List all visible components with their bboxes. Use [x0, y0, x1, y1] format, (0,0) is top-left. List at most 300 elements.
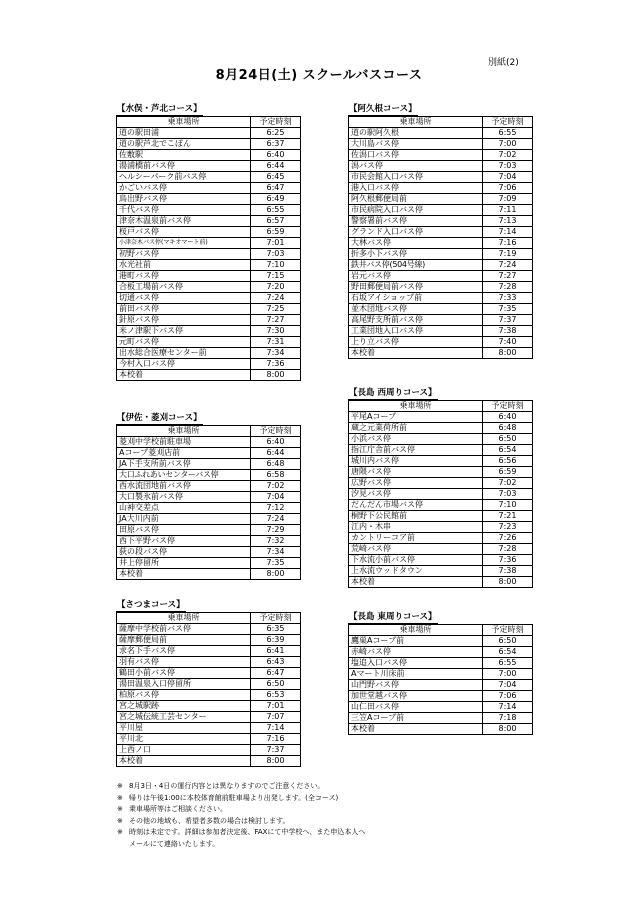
table-row — [117, 194, 301, 205]
stop-name: 薩摩郵便局前 — [117, 635, 251, 646]
stop-time: 8:00 — [483, 577, 533, 588]
table-row — [349, 423, 533, 434]
stop-name: 佐敷駅 — [117, 150, 251, 161]
note-mark: ※ — [117, 793, 123, 802]
table-row — [349, 724, 533, 735]
course-nagashima-east — [348, 604, 533, 735]
table-row — [117, 646, 301, 657]
course-minamata-ashikita — [116, 96, 301, 381]
stop-name: 小浜バス停 — [349, 434, 483, 445]
table-row — [349, 337, 533, 348]
stop-name: 合板工場前バス停 — [117, 282, 251, 293]
stop-name: 塩追入口バス停 — [349, 658, 483, 669]
stop-time: 7:34 — [251, 348, 301, 359]
table-row — [117, 128, 301, 139]
stop-time: 6:56 — [483, 456, 533, 467]
stop-column-header: 乗車場所 — [349, 401, 483, 412]
course-satsuma — [116, 592, 301, 767]
table-row — [349, 293, 533, 304]
note-mark: ※ — [117, 805, 123, 813]
table-header-row — [117, 426, 301, 437]
stop-time: 7:33 — [483, 293, 533, 304]
note-line — [117, 827, 365, 839]
stop-name: 阿久根郵便局前 — [349, 194, 483, 205]
stop-name: 針原バス停 — [117, 315, 251, 326]
table-row — [117, 712, 301, 723]
stop-time: 7:01 — [251, 701, 301, 712]
course-title: 【さつまコース】 — [117, 600, 185, 610]
stop-time: 7:31 — [251, 337, 301, 348]
time-column-header: 予定時刻 — [251, 117, 301, 128]
stop-time: 7:00 — [483, 669, 533, 680]
stop-time: 6:39 — [251, 635, 301, 646]
stop-time: 8:00 — [251, 370, 301, 381]
stop-name: 平川屋 — [117, 723, 251, 734]
table-row — [117, 536, 301, 547]
course-akune — [348, 96, 533, 359]
note-line — [117, 793, 365, 805]
stop-time: 6:43 — [251, 657, 301, 668]
stop-name: 米ノ津駅下バス停 — [117, 326, 251, 337]
table-row — [117, 337, 301, 348]
table-row — [349, 511, 533, 522]
note-line — [117, 839, 365, 851]
table-row — [117, 492, 301, 503]
table-row — [117, 161, 301, 172]
stop-time: 6:54 — [483, 445, 533, 456]
stop-time: 6:35 — [251, 624, 301, 635]
stop-name: 千代バス停 — [117, 205, 251, 216]
table-row — [117, 183, 301, 194]
table-row — [117, 470, 301, 481]
table-row — [349, 478, 533, 489]
stop-name: 水光社前 — [117, 260, 251, 271]
stop-name: 初野バス停 — [117, 249, 251, 260]
stop-time: 7:14 — [483, 702, 533, 713]
stop-time: 6:55 — [251, 205, 301, 216]
table-row — [349, 315, 533, 326]
table-row — [349, 282, 533, 293]
stop-time: 7:40 — [483, 337, 533, 348]
stop-time: 6:44 — [251, 448, 301, 459]
stop-time: 6:58 — [251, 470, 301, 481]
page-title: 8月24日(土) スクールバスコース — [215, 68, 423, 83]
stop-name: 前田バス停 — [117, 304, 251, 315]
course-title: 【伊佐・菱刈コース】 — [117, 413, 202, 423]
route-table — [348, 116, 533, 359]
stop-name: 本校着 — [117, 370, 251, 381]
table-header-row — [117, 613, 301, 624]
stop-name: 西下平野バス停 — [117, 536, 251, 547]
table-row — [117, 260, 301, 271]
stop-time: 6:50 — [483, 434, 533, 445]
stop-time: 8:00 — [483, 348, 533, 359]
stop-column-header: 乗車場所 — [349, 625, 483, 636]
note-mark: ※ — [117, 782, 123, 790]
stop-name: 大口製氷前バス停 — [117, 492, 251, 503]
table-row — [349, 467, 533, 478]
stop-name: Aコープ菱刈店前 — [117, 448, 251, 459]
table-row — [117, 282, 301, 293]
stop-time: 7:25 — [251, 304, 301, 315]
table-row — [117, 569, 301, 580]
stop-name: 道の駅阿久根 — [349, 128, 483, 139]
stop-name: 市民病院入口バス停 — [349, 205, 483, 216]
notes-list — [117, 781, 365, 850]
note-text: メールにて連絡いたします。 — [129, 839, 220, 848]
stop-time: 7:35 — [483, 304, 533, 315]
stop-time: 7:04 — [483, 680, 533, 691]
stop-name: 薩摩中学校前バス停 — [117, 624, 251, 635]
stop-time: 7:32 — [251, 536, 301, 547]
table-row — [349, 533, 533, 544]
stop-name: 山神交差点 — [117, 503, 251, 514]
stop-name: JA大川内前 — [117, 514, 251, 525]
stop-time: 7:02 — [251, 481, 301, 492]
stop-time: 8:00 — [251, 569, 301, 580]
stop-time: 7:14 — [483, 227, 533, 238]
stop-time: 6:47 — [251, 183, 301, 194]
table-row — [117, 238, 301, 249]
stop-name: 三笠Aコープ前 — [349, 713, 483, 724]
course-title: 【長島 東周りコース】 — [349, 612, 437, 622]
table-row — [117, 315, 301, 326]
stop-name: 津奈木温泉前バス停 — [117, 216, 251, 227]
table-row — [349, 150, 533, 161]
stop-name: 荒崎バス停 — [349, 544, 483, 555]
table-row — [117, 756, 301, 767]
table-row — [117, 459, 301, 470]
stop-name: 鷹巣Aコープ前 — [349, 636, 483, 647]
time-column-header: 予定時刻 — [251, 613, 301, 624]
stop-name: 下水流小前バス停 — [349, 555, 483, 566]
annex-label: 別紙(2) — [488, 58, 519, 68]
stop-time: 7:35 — [251, 558, 301, 569]
table-row — [117, 205, 301, 216]
stop-name: 湯浦橋前バス停 — [117, 161, 251, 172]
table-row — [117, 657, 301, 668]
table-row — [349, 713, 533, 724]
stop-name: 広野バス停 — [349, 478, 483, 489]
stop-time: 7:24 — [251, 514, 301, 525]
stop-name: 鶴田小前バス停 — [117, 668, 251, 679]
table-row — [117, 359, 301, 370]
stop-name: 岩元バス停 — [349, 271, 483, 282]
table-row — [349, 205, 533, 216]
table-row — [349, 555, 533, 566]
stop-name: 荻の段バス停 — [117, 547, 251, 558]
table-row — [349, 161, 533, 172]
course-isa-hishikari — [116, 405, 301, 580]
stop-name: 元町バス停 — [117, 337, 251, 348]
note-text: 8月3日・4日の運行内容とは異なりますのでご注意ください。 — [129, 782, 325, 790]
route-table — [116, 116, 301, 381]
table-row — [117, 150, 301, 161]
table-row — [349, 434, 533, 445]
stop-time: 7:37 — [483, 315, 533, 326]
stop-name: JA下手支所前バス停 — [117, 459, 251, 470]
stop-name: 赤崎バス停 — [349, 647, 483, 658]
stop-time: 7:13 — [483, 216, 533, 227]
stop-name: 大林バス停 — [349, 238, 483, 249]
table-row — [349, 260, 533, 271]
stop-time: 7:11 — [483, 205, 533, 216]
stop-name: 鉄井バス停(504号線) — [349, 260, 483, 271]
table-row — [117, 668, 301, 679]
stop-time: 7:15 — [251, 271, 301, 282]
stop-name: 折多小下バス停 — [349, 249, 483, 260]
stop-time: 7:19 — [483, 249, 533, 260]
stop-name: 西水流団地前バス停 — [117, 481, 251, 492]
course-nagashima-west — [348, 380, 533, 588]
stop-name: 警察署前バス停 — [349, 216, 483, 227]
stop-name: 井上停留所 — [117, 558, 251, 569]
stop-time: 6:55 — [483, 128, 533, 139]
stop-name: 並木団地バス停 — [349, 304, 483, 315]
stop-name: 野田郵便局前バス停 — [349, 282, 483, 293]
table-row — [117, 635, 301, 646]
table-row — [349, 669, 533, 680]
stop-time: 7:10 — [483, 500, 533, 511]
stop-name: 平川北 — [117, 734, 251, 745]
table-header-row — [349, 117, 533, 128]
stop-name: 港入口バス停 — [349, 183, 483, 194]
stop-time: 7:06 — [483, 183, 533, 194]
table-row — [117, 690, 301, 701]
stop-time: 7:38 — [483, 326, 533, 337]
table-row — [349, 227, 533, 238]
table-row — [349, 249, 533, 260]
stop-name: 湯田温泉入口停留所 — [117, 679, 251, 690]
table-row — [349, 271, 533, 282]
stop-time: 6:37 — [251, 139, 301, 150]
stop-name: 本校着 — [349, 577, 483, 588]
table-header-row — [349, 625, 533, 636]
stop-name: カントリーコア前 — [349, 533, 483, 544]
stop-time: 6:25 — [251, 128, 301, 139]
route-table — [116, 612, 301, 767]
stop-name: Aマート川床前 — [349, 669, 483, 680]
stop-name: 本校着 — [349, 724, 483, 735]
stop-time: 7:02 — [483, 478, 533, 489]
table-row — [349, 522, 533, 533]
table-row — [117, 525, 301, 536]
table-row — [117, 547, 301, 558]
route-table — [348, 400, 533, 588]
table-row — [349, 658, 533, 669]
table-row — [349, 489, 533, 500]
stop-time: 6:40 — [251, 150, 301, 161]
table-row — [117, 437, 301, 448]
stop-name: 唐隈バス停 — [349, 467, 483, 478]
table-row — [349, 304, 533, 315]
table-row — [349, 172, 533, 183]
table-row — [117, 723, 301, 734]
table-row — [117, 370, 301, 381]
stop-name: 桜戸バス停 — [117, 227, 251, 238]
stop-time: 7:02 — [483, 150, 533, 161]
stop-time: 6:54 — [483, 647, 533, 658]
table-row — [117, 745, 301, 756]
stop-time: 7:03 — [483, 489, 533, 500]
table-row — [117, 514, 301, 525]
time-column-header: 予定時刻 — [483, 401, 533, 412]
table-row — [349, 412, 533, 423]
stop-name: 今村入口バス停 — [117, 359, 251, 370]
course-title: 【阿久根コース】 — [349, 104, 417, 114]
table-row — [349, 128, 533, 139]
table-row — [349, 577, 533, 588]
stop-time: 6:45 — [251, 172, 301, 183]
stop-time: 7:14 — [251, 723, 301, 734]
stop-name: 市民会館入口バス停 — [349, 172, 483, 183]
stop-time: 7:27 — [483, 271, 533, 282]
table-row — [117, 679, 301, 690]
stop-name: 道の駅田浦 — [117, 128, 251, 139]
stop-name: 高尾野支所前バス停 — [349, 315, 483, 326]
stop-time: 7:34 — [251, 547, 301, 558]
table-row — [349, 456, 533, 467]
table-row — [117, 558, 301, 569]
stop-time: 7:37 — [251, 745, 301, 756]
stop-time: 8:00 — [251, 756, 301, 767]
table-row — [349, 566, 533, 577]
table-row — [349, 500, 533, 511]
stop-time: 6:55 — [483, 658, 533, 669]
stop-name: 本校着 — [117, 569, 251, 580]
stop-time: 6:50 — [483, 636, 533, 647]
table-row — [117, 227, 301, 238]
table-row — [117, 249, 301, 260]
stop-name: 宮之城駅跡 — [117, 701, 251, 712]
stop-time: 7:06 — [483, 691, 533, 702]
table-row — [117, 271, 301, 282]
stop-time: 7:10 — [251, 260, 301, 271]
stop-time: 7:16 — [483, 238, 533, 249]
stop-name: 指江庁舎前バス停 — [349, 445, 483, 456]
stop-name: 大口ふれあいセンターバス停 — [117, 470, 251, 481]
table-row — [349, 680, 533, 691]
route-table — [116, 425, 301, 580]
stop-time: 7:30 — [251, 326, 301, 337]
stop-time: 7:12 — [251, 503, 301, 514]
stop-name: 田原バス停 — [117, 525, 251, 536]
table-header-row — [117, 117, 301, 128]
stop-name: 港町バス停 — [117, 271, 251, 282]
stop-name: かごいバス停 — [117, 183, 251, 194]
stop-name: 切通バス停 — [117, 293, 251, 304]
table-row — [117, 172, 301, 183]
table-row — [349, 238, 533, 249]
stop-time: 7:26 — [483, 533, 533, 544]
stop-name: 羽有バス停 — [117, 657, 251, 668]
stop-column-header: 乗車場所 — [349, 117, 483, 128]
table-row — [117, 326, 301, 337]
stop-time: 6:48 — [483, 423, 533, 434]
stop-name: 本校着 — [349, 348, 483, 359]
stop-name: 江内・木串 — [349, 522, 483, 533]
note-line — [117, 781, 365, 793]
stop-time: 7:04 — [483, 172, 533, 183]
stop-time: 6:49 — [251, 194, 301, 205]
stop-column-header: 乗車場所 — [117, 117, 251, 128]
note-mark: ※ — [117, 828, 123, 836]
note-text: 時刻は未定です。詳細は参加者決定後、FAXにて中学校へ、また申込本人へ — [129, 828, 366, 836]
table-row — [349, 702, 533, 713]
stop-time: 6:59 — [251, 227, 301, 238]
table-row — [349, 194, 533, 205]
stop-column-header: 乗車場所 — [117, 613, 251, 624]
stop-name: グランド入口バス停 — [349, 227, 483, 238]
table-row — [117, 139, 301, 150]
stop-time: 7:23 — [483, 522, 533, 533]
route-table — [348, 624, 533, 735]
stop-time: 7:36 — [483, 555, 533, 566]
course-title: 【水俣・芦北コース】 — [117, 104, 202, 114]
table-row — [349, 348, 533, 359]
stop-time: 6:48 — [251, 459, 301, 470]
stop-name: 上り立バス停 — [349, 337, 483, 348]
stop-time: 6:59 — [483, 467, 533, 478]
stop-time: 6:47 — [251, 668, 301, 679]
table-row — [349, 691, 533, 702]
stop-time: 6:50 — [251, 679, 301, 690]
table-row — [117, 348, 301, 359]
stop-name: 潟バス停 — [349, 161, 483, 172]
table-row — [117, 448, 301, 459]
stop-name: 菱刈中学校前駐車場 — [117, 437, 251, 448]
stop-name: ヘルシーパーク前バス停 — [117, 172, 251, 183]
stop-name: 工業団地入口バス停 — [349, 326, 483, 337]
stop-name: 山門野バス停 — [349, 680, 483, 691]
stop-time: 7:21 — [483, 511, 533, 522]
note-text: 乗車場所等はご相談ください。 — [129, 805, 227, 813]
table-row — [349, 544, 533, 555]
stop-name: 石坂アイショップ前 — [349, 293, 483, 304]
table-row — [117, 481, 301, 492]
stop-time: 7:01 — [251, 238, 301, 249]
table-row — [349, 139, 533, 150]
table-row — [117, 216, 301, 227]
stop-time: 7:27 — [251, 315, 301, 326]
table-row — [117, 503, 301, 514]
stop-name: 蔵之元業荷所前 — [349, 423, 483, 434]
stop-time: 7:18 — [483, 713, 533, 724]
stop-time: 7:36 — [251, 359, 301, 370]
stop-time: 7:20 — [251, 282, 301, 293]
table-header-row — [349, 401, 533, 412]
stop-name: 本校着 — [117, 756, 251, 767]
stop-time: 7:28 — [483, 282, 533, 293]
table-row — [349, 636, 533, 647]
table-row — [349, 445, 533, 456]
stop-time: 7:07 — [251, 712, 301, 723]
note-text: その他の地域も、希望者多数の場合は検討します。 — [129, 816, 290, 825]
stop-time: 7:24 — [483, 260, 533, 271]
stop-name: 鳥出野バス停 — [117, 194, 251, 205]
time-column-header: 予定時刻 — [483, 117, 533, 128]
stop-time: 7:03 — [251, 249, 301, 260]
table-row — [349, 647, 533, 658]
stop-time: 7:16 — [251, 734, 301, 745]
stop-name: 大川島バス停 — [349, 139, 483, 150]
stop-time: 6:53 — [251, 690, 301, 701]
stop-name: 加世堂越バス停 — [349, 691, 483, 702]
stop-time: 6:44 — [251, 161, 301, 172]
stop-name: 宮之城伝統工芸センター — [117, 712, 251, 723]
stop-time: 7:03 — [483, 161, 533, 172]
stop-name: 汐見バス停 — [349, 489, 483, 500]
